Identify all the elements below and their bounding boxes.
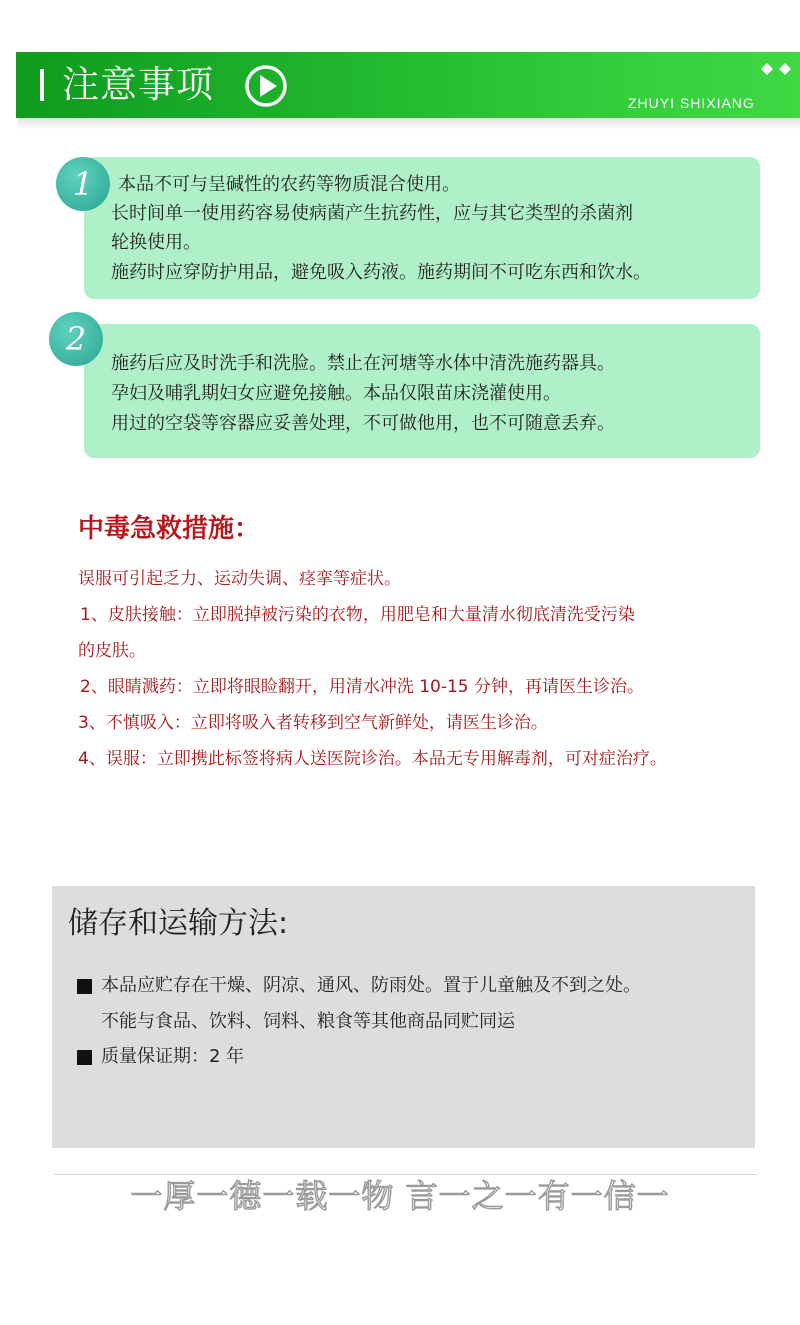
- storage-title: 储存和运输方法:: [68, 906, 289, 941]
- square-bullet-icon: [77, 1050, 92, 1065]
- storage-item: 不能与食品、饮料、饲料、粮食等其他商品同贮同运: [101, 1011, 515, 1032]
- diamond-icon: [758, 60, 800, 78]
- notice-line: 施药时应穿防护用品，避免吸入药液。施药期间不可吃东西和饮水。: [111, 262, 651, 283]
- notice-line: 孕妇及哺乳期妇女应避免接触。本品仅限苗床浇灌使用。: [111, 383, 561, 404]
- notice-line: 施药后应及时洗手和洗脸。禁止在河塘等水体中清洗施药器具。: [111, 353, 615, 374]
- first-aid-line: 2、眼睛溅药：立即将眼睑翻开，用清水冲洗 10-15 分钟，再请医生诊治。: [80, 677, 645, 697]
- notice-number-badge-2: 2: [49, 312, 103, 366]
- square-bullet-icon: [77, 979, 92, 994]
- header-pinyin: ZHUYI SHIXIANG: [628, 95, 755, 111]
- notice-number-badge-1: 1: [56, 157, 110, 211]
- first-aid-line: 误服可引起乏力、运动失调、痉挛等症状。: [78, 569, 401, 589]
- notice-line: 长时间单一使用药容易使病菌产生抗药性，应与其它类型的杀菌剂: [111, 203, 633, 224]
- notice-line: 本品不可与呈碱性的农药等物质混合使用。: [118, 174, 460, 195]
- header-title: 注意事项: [62, 63, 214, 106]
- first-aid-line: 的皮肤。: [78, 641, 146, 661]
- section-header: [16, 52, 800, 118]
- play-circle-icon: [244, 64, 288, 108]
- storage-item: 本品应贮存在干燥、阴凉、通风、防雨处。置于儿童触及不到之处。: [101, 975, 641, 996]
- notice-line: 轮换使用。: [111, 232, 201, 253]
- first-aid-title: 中毒急救措施：: [78, 514, 261, 544]
- notice-line: 用过的空袋等容器应妥善处理，不可做他用，也不可随意丢弃。: [111, 413, 615, 434]
- first-aid-line: 3、不慎吸入：立即将吸入者转移到空气新鲜处，请医生诊治。: [78, 713, 548, 733]
- storage-item: 质量保证期：2 年: [101, 1046, 245, 1067]
- first-aid-line: 1、皮肤接触：立即脱掉被污染的衣物，用肥皂和大量清水彻底清洗受污染: [80, 605, 635, 625]
- first-aid-line: 4、误服：立即携此标签将病人送医院诊治。本品无专用解毒剂，可对症治疗。: [78, 749, 667, 769]
- header-accent-bar: [40, 69, 44, 101]
- motto-divider: [54, 1174, 757, 1175]
- motto-banner: 一厚一德一载一物 言一之一有一信一: [130, 1177, 670, 1215]
